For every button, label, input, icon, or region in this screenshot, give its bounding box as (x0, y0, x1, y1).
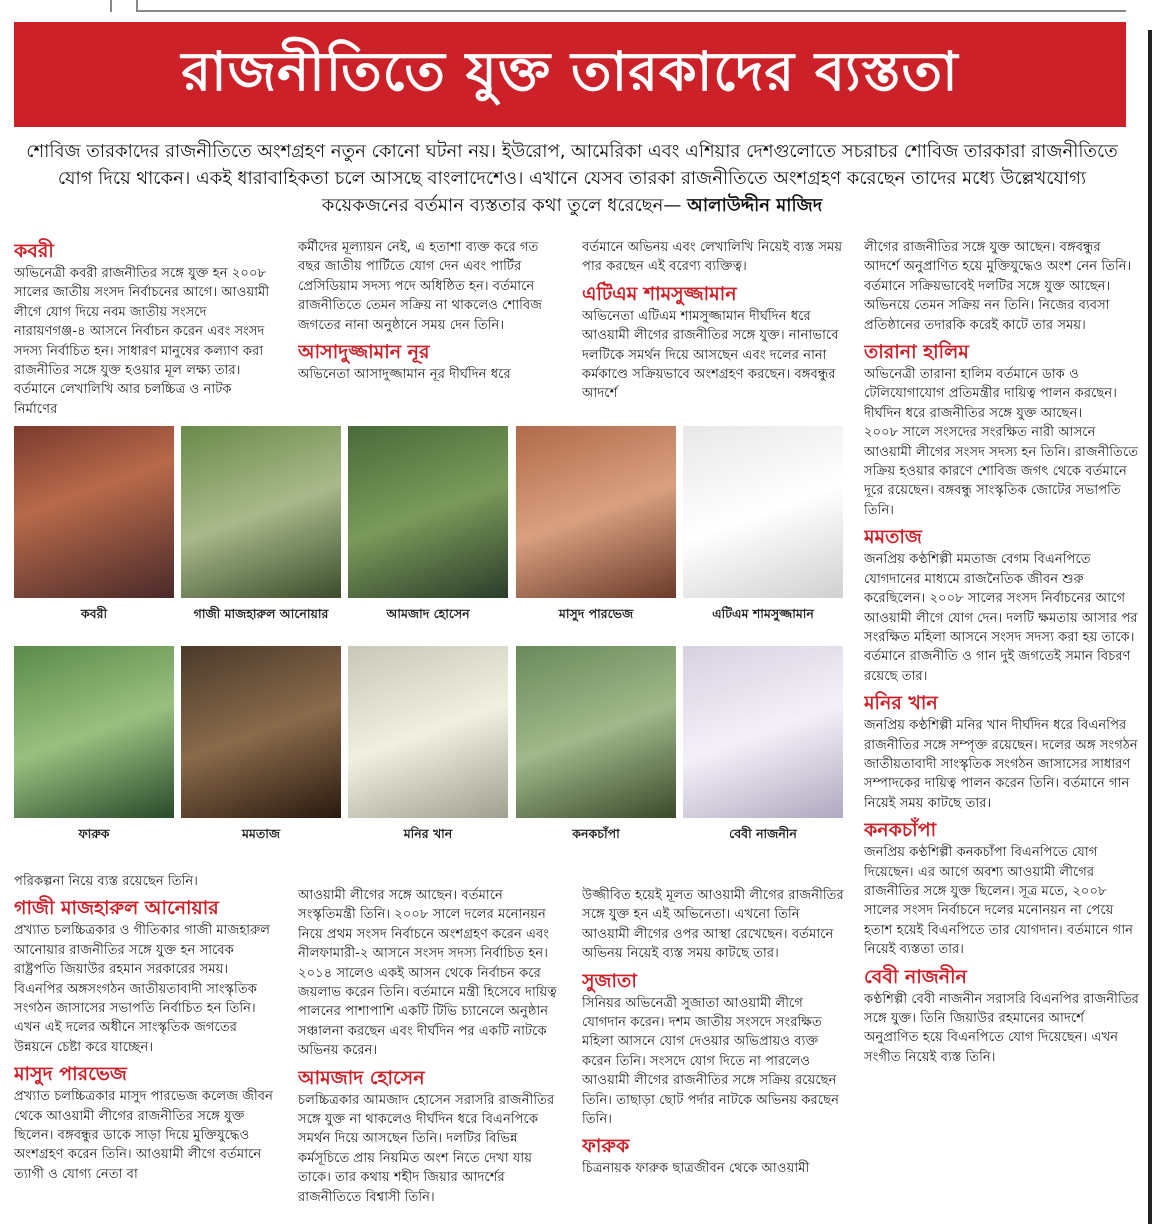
photo-momtaz (181, 646, 341, 818)
title-banner (14, 22, 1126, 127)
text-asaduzzaman-noor: অভিনেতা আসাদুজ্জামান নূর দীর্ঘদিন ধরে (298, 367, 511, 383)
text-continued: উজ্জীবিত হয়েই মূলত আওয়ামী লীগের রাজনীতির সঙ্গে যুক্ত হন এই অভিনেতা। এখনো তিনি আওয়ামী লীগের ওপর আস্থা রেখেছেন। বর্তমানে অভিনয় নিয়েই ব্যস্ত সময় কাটছে তার। (582, 888, 844, 962)
heading-masud-parvez: মাসুদ পারভেজ (14, 1063, 127, 1086)
text-faruk: চিত্রনায়ক ফারুক ছাত্রজীবন থেকে আওয়ামী (582, 1161, 810, 1177)
heading-gazi-mazharul-anwar: গাজী মাজহারুল আনোয়ার (14, 897, 219, 920)
caption: মাসুদ পারভেজ (558, 606, 634, 621)
text-continued: বর্তমানে অভিনয় এবং লেখালিখি নিয়েই ব্যস্ত সময় পার করছেন এই বরেণ্য ব্যক্তিত্ব। (582, 240, 843, 275)
caption: বেবী নাজনীন (729, 826, 797, 841)
heading-faruk: ফারুক (582, 1135, 630, 1158)
heading-asaduzzaman-noor: আসাদুজ্জামান নূর (298, 341, 430, 364)
caption: এটিএম শামসুজ্জামান (712, 606, 814, 621)
text-momtaz: জনপ্রিয় কণ্ঠশিল্পী মমতাজ বেগম বিএনপিতে যোগদানের মাধ্যমে রাজনৈতিক জীবন শুরু করেছিলেন। ২০০৮ সালের সংসদ নির্বাচনের আগে আওয়ামী লীগে যোগ দেন। দলটি ক্ষমতায় আসার পর সংরক্ষিত মহিলা আসনে সংসদ সদস্য করা হয় তাকে। বর্তমানে রাজনীতি ও গান দুই জগতেই সমান বিচরণ রয়েছে তার। (864, 552, 1138, 684)
photo-monir-khan (348, 646, 508, 818)
heading-kobori: কবরী (14, 240, 54, 262)
heading-atm-shamsuzzaman: এটিএম শামসুজ্জামান (582, 282, 737, 305)
text-tarana-1: অভিনেত্রী তারানা হালিম বর্তমানে ডাক ও টেলিযোগাযোগ প্রতিমন্ত্রীর দায়িত্ব পালন করছেন। দীর্ঘদিন ধরে রাজনীতির সঙ্গে যুক্ত আছেন। (864, 367, 1117, 421)
heading-monir-khan: মনির খান (864, 692, 938, 715)
heading-tarana-halim: তারানা হালিম (864, 341, 969, 364)
caption: কবরী (80, 606, 108, 621)
column-top-3 (582, 238, 844, 420)
column-right (864, 238, 1140, 1224)
column-rule (1148, 30, 1152, 1224)
column-top-1 (14, 234, 276, 420)
caption: মমতাজ (241, 826, 281, 841)
column-bottom-2 (298, 886, 560, 1224)
heading-sujata: সুজাতা (582, 969, 637, 992)
text-continued: কর্মীদের মূল্যায়ন নেই, এ হতাশা ব্যক্ত করে গত বছর জাতীয় পার্টিতে যোগ দেন এবং পার্টির প্রেসিডিয়াম সদস্য পদে অধিষ্ঠিত হন। বর্তমানে রাজনীতিতে তেমন সক্রিয় না থাকলেও শোবিজ জগতের নানা অনুষ্ঠানে সময় দেন তিনি। (298, 240, 543, 333)
photo-amjad-hossain (348, 426, 508, 598)
photo-faruk (14, 646, 174, 818)
photo-masud-parvez (516, 426, 676, 598)
text-sujata: সিনিয়র অভিনেত্রী সুজাতা আওয়ামী লীগে যোগদান করেন। দশম জাতীয় সংসদে সংরক্ষিত মহিলা আসনে যোগ দেওয়ার অভিপ্রায়ও ব্যক্ত করেন তিনি। সংসদে যোগ দিতে না পারলেও আওয়ামী লীগের রাজনীতির সঙ্গে সক্রিয় রয়েছেন তিনি। তাছাড়া ছোট পর্দার নাটকে অভিনয় করছেন তিনি। (582, 995, 839, 1128)
column-top-2 (298, 238, 560, 420)
photo-gazi-mazharul-anwar (181, 426, 341, 598)
column-bottom-3 (582, 886, 844, 1224)
text-masud-parvez: প্রখ্যাত চলচ্চিত্রকার মাসুদ পারভেজ কলেজ জীবন থেকে আওয়ামী লীগের রাজনীতির সঙ্গে যুক্ত ছিলেন। বঙ্গবন্ধুর ডাকে সাড়া দিয়ে মুক্তিযুদ্ধেও অংশগ্রহণ করেন তিনি। আওয়ামী লীগে বর্তমানে ত্যাগী ও যোগ্য নেতা বা (14, 1089, 273, 1182)
intro-paragraph (24, 138, 1120, 219)
text-continued: পরিকল্পনা নিয়ে ব্যস্ত রয়েছেন তিনি। (14, 874, 198, 889)
photo-atm-shamsuzzaman (683, 426, 843, 598)
author-name: আলাউদ্দীন মাজিদ (687, 195, 823, 216)
text-gazi-mazharul-anwar: প্রখ্যাত চলচ্চিত্রকার ও গীতিকার গাজী মাজহারুল আনোয়ার রাজনীতির সঙ্গে যুক্ত হন সাবেক রাষ্ট্রপতি জিয়াউর রহমান সরকারের সময়। বিএনপির অঙ্গসংগঠন জাতীয়তাবাদী সাংস্কৃতিক সংগঠন জাসাসের সভাপতি নির্বাচিত হন তিনি। এখন এই দলের অধীনে সাংস্কৃতিক জগতের উন্নয়নে চেষ্টা করে যাচ্ছেন। (14, 923, 271, 1055)
caption: কনকচাঁপা (572, 826, 620, 841)
heading-momtaz: মমতাজ (864, 526, 922, 549)
text-konokchapa: জনপ্রিয় কণ্ঠশিল্পী কনকচাঁপা বিএনপিতে যোগ দিয়েছেন। এর আগে অবশ্য আওয়ামী লীগের রাজনীতির সঙ্গে যুক্ত ছিলেন। সূত্র মতে, ২০০৮ সালের সংসদ নির্বাচনে দলের মনোনয়ন না পেয়ে হতাশ হয়েই বিএনপিতে তার যোগদান। বর্তমানে গান নিয়েই ব্যস্ততা তার। (864, 845, 1134, 958)
caption: আমজাদ হোসেন (386, 606, 470, 621)
text-kobori: অভিনেত্রী কবরী রাজনীতির সঙ্গে যুক্ত হন ২০০৮ সালের জাতীয় সংসদ নির্বাচনের আগে। আওয়ামী লীগে যোগ দিয়ে নবম জাতীয় সংসদে নারায়ণগঞ্জ-৪ আসনে নির্বাচন করেন এবং সংসদ সদস্য নির্বাচিত হন। সাধারণ মানুষের কল্যাণ করা রাজনীতির সঙ্গে যুক্ত হওয়ার মূল লক্ষ্য তার। বর্তমানে লেখালিখি আর চলচ্চিত্র ও নাটক নির্মাণের (14, 266, 270, 417)
heading-beby-naznin: বেবী নাজনীন (864, 965, 967, 988)
text-continued: আওয়ামী লীগের সঙ্গে আছেন। বর্তমানে সংস্কৃতিমন্ত্রী তিনি। ২০০৮ সালে দলের মনোনয়ন নিয়ে প্রথম সংসদ নির্বাচনে অংশগ্রহণ করেন এবং নীলফামারী-২ আসনে সংসদ সদস্য নির্বাচিত হন। ২০১৪ সালেও একই আসন থেকে নির্বাচন করে জয়লাভ করেন তিনি। বর্তমানে মন্ত্রী হিসেবে দায়িত্ব পালনের পাশাপাশি একটি টিভি চ্যানেলে অনুষ্ঠান সঞ্চালনা করছেন এবং দীর্ঘদিন পর একটি নাটকে অভিনয় করেন। (298, 888, 557, 1059)
text-beby-naznin: কণ্ঠশিল্পী বেবী নাজনীন সরাসরি বিএনপির রাজনীতির সঙ্গে যুক্ত। তিনি জিয়াউর রহমানের আদর্শে অনুপ্রাণিত হয়ে বিএনপিতে যোগ দিয়েছেন। এখন সংগীত নিয়েই ব্যস্ত তিনি। (864, 991, 1139, 1065)
text-monir-khan: জনপ্রিয় কণ্ঠশিল্পী মনির খান দীর্ঘদিন ধরে বিএনপির রাজনীতির সঙ্গে সম্পৃক্ত রয়েছেন। দলের অঙ্গ সংগঠন জাতীয়তাবাদী সাংস্কৃতিক সংগঠন জাসাসের সাধারণ সম্পাদকের দায়িত্ব পালন করেন তিনি। বর্তমানে গান নিয়েই সময় কাটছে তার। (864, 718, 1138, 811)
photo-beby-naznin (683, 646, 843, 818)
column-bottom-1 (14, 872, 276, 1224)
page-title: রাজনীতিতে যুক্ত তারকাদের ব্যস্ততা (181, 38, 959, 103)
intro-text: শোবিজ তারকাদের রাজনীতিতে অংশগ্রহণ নতুন কোনো ঘটনা নয়। ইউরোপ, আমেরিকা এবং এশিয়ার দেশগুলোতে সচরাচর শোবিজ তারকারা রাজনীতিতে যোগ দিয়ে থাকেন। একই ধারাবাহিকতা চলে আসছে বাংলাদেশেও। এখানে যেসব তারকা রাজনীতিতে অংশগ্রহণ করেছেন তাদের মধ্যে উল্লেখযোগ্য কয়েকজনের বর্তমান ব্যস্ততার কথা তুলে ধরেছেন— (26, 141, 1118, 216)
text-tarana-2: ২০০৮ সালে সংসদের সংরক্ষিত নারী আসনে আওয়ামী লীগের সংসদ সদস্য হন তিনি। রাজনীতিতে সক্রিয় হওয়ার কারণে শোবিজ জগৎ থেকে বর্তমানে দূরে রয়েছেন। বঙ্গবন্ধু সাংস্কৃতিক জোটের সভাপতি তিনি। (864, 425, 1139, 518)
text-continued-2: বর্তমানে সক্রিয়ভাবেই দলটির সঙ্গে যুক্ত আছেন। অভিনয়ে তেমন সক্রিয় নন তিনি। নিজের ব্যবসা প্রতিষ্ঠানের তদারকি করেই কাটে তার সময়। (864, 278, 1111, 333)
top-border (0, 0, 1155, 14)
caption: ফারুক (78, 826, 110, 841)
caption: গাজী মাজহারুল আনোয়ার (193, 606, 329, 621)
photo-konokchapa (516, 646, 676, 818)
heading-amjad-hossain: আমজাদ হোসেন (298, 1066, 425, 1089)
heading-konokchapa: কনকচাঁপা (864, 819, 937, 842)
text-atm-shamsuzzaman: অভিনেতা এটিএম শামসুজ্জামান দীর্ঘদিন ধরে আওয়ামী লীগের রাজনীতির সঙ্গে যুক্ত। নানাভাবে দলটিকে সমর্থন দিয়ে আসছেন এবং দলের নানা কর্মকাণ্ডে সক্রিয়ভাবে অংশগ্রহণ করছেন। বঙ্গবন্ধুর আদর্শে (582, 308, 839, 402)
text-continued: লীগের রাজনীতির সঙ্গে যুক্ত আছেন। বঙ্গবন্ধুর আদর্শে অনুপ্রাণিত হয়ে মুক্তিযুদ্ধেও অংশ নেন তিনি। (864, 240, 1132, 275)
photo-kobori (14, 426, 174, 598)
caption: মনির খান (403, 826, 453, 841)
text-amjad-hossain: চলচ্চিত্রকার আমজাদ হোসেন সরাসরি রাজনীতির সঙ্গে যুক্ত না থাকলেও দীর্ঘদিন ধরে বিএনপিকে সমর্থন দিয়ে আসছেন তিনি। দলটির বিভিন্ন কর্মসূচিতে প্রায় নিয়মিত অংশ নিতে দেখা যায় তাকে। তার কথায় শহীদ জিয়ার আদর্শের রাজনীতিতে বিশ্বাসী তিনি। (298, 1092, 555, 1205)
